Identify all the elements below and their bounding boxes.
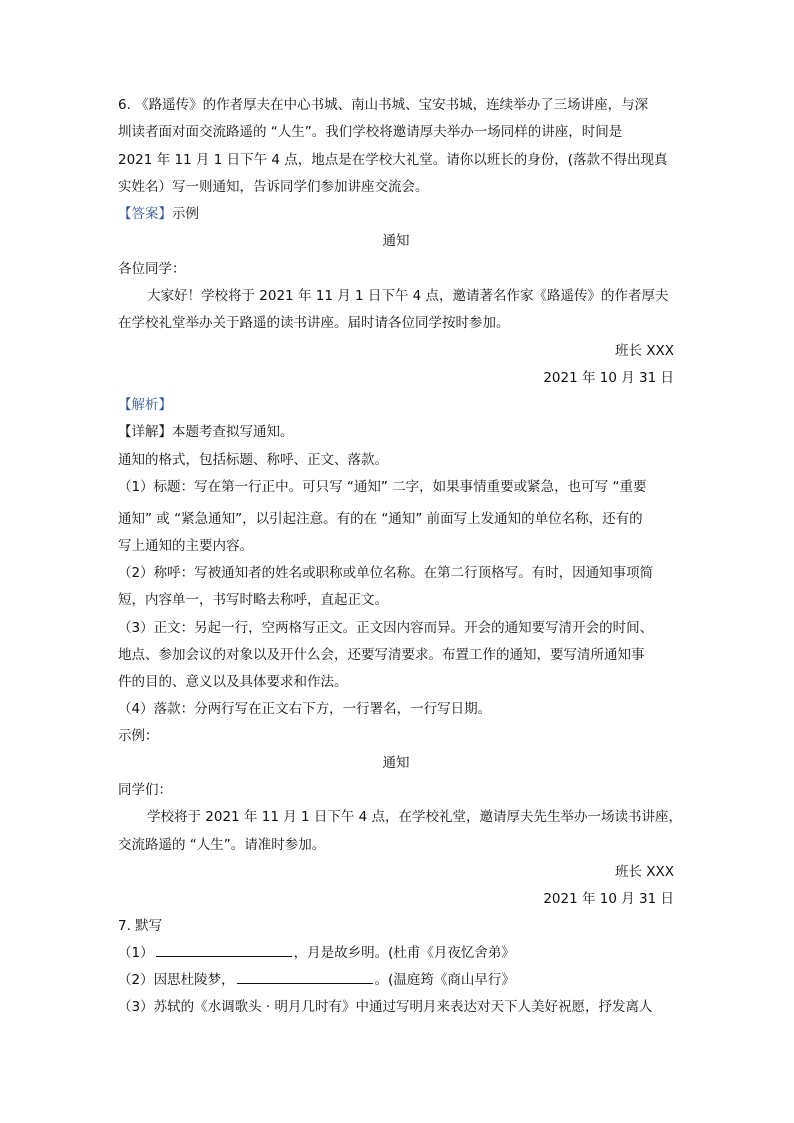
q6-line: 实姓名）写一则通知，告诉同学们参加讲座交流会。 xyxy=(118,179,429,195)
detail-line: 【详解】本题考查拟写通知。 xyxy=(118,424,294,440)
q7-item-prefix: （2）因思杜陵梦， xyxy=(118,972,235,988)
notice-date: 2021 年 10 月 31 日 xyxy=(543,370,674,386)
detail-line: 件的目的、意义以及具体要求和作法。 xyxy=(118,674,348,690)
analysis-tag: 【解析】 xyxy=(118,397,172,413)
notice-signer: 班长 XXX xyxy=(614,343,674,359)
q7-item xyxy=(118,944,515,962)
q6-line: 6. 《路遥传》的作者厚夫在中心书城、南山书城、宝安书城，连续举办了三场讲座，与深 xyxy=(118,97,649,113)
notice-date: 2021 年 10 月 31 日 xyxy=(543,891,674,907)
q7-item-suffix: 。(温庭筠《商山早行》 xyxy=(374,972,515,988)
notice-title: 通知 xyxy=(382,233,410,249)
fill-in-blank[interactable] xyxy=(156,944,292,957)
q6-line: 2021 年 11 月 1 日下午 4 点，地点是在学校大礼堂。请你以班长的身份，(落款不得出现真 xyxy=(118,152,668,168)
detail-line: 短，内容单一，书写时略去称呼，直起正文。 xyxy=(118,592,388,608)
q7-item: （3）苏轼的《水调歌头 · 明月几时有》中通过写明月来表达对天下人美好祝愿，抒发离人 xyxy=(118,999,653,1015)
q7-item xyxy=(118,971,515,989)
notice-salutation: 各位同学： xyxy=(118,261,186,277)
q7-item-prefix: （1） xyxy=(118,945,154,961)
detail-line: 地点、参加会议的对象以及开什么会，还要写清要求。布置工作的通知，要写清所通知事 xyxy=(118,647,645,663)
notice-body-line: 交流路遥的 “人生”。请准时参加。 xyxy=(118,837,326,853)
q6-line: 圳读者面对面交流路遥的 “人生”。我们学校将邀请厚夫举办一场同样的讲座，时间是 xyxy=(118,124,623,140)
notice-signer: 班长 XXX xyxy=(614,864,674,880)
detail-line: 示例： xyxy=(118,728,159,744)
q7-item-suffix: ，月是故乡明。(杜甫《月夜忆舍弟》 xyxy=(293,945,515,961)
notice-body-line: 学校将于 2021 年 11 月 1 日下午 4 点，在学校礼堂，邀请厚夫先生举办一场读书讲座， xyxy=(147,809,683,825)
detail-line: 写上通知的主要内容。 xyxy=(118,538,253,554)
detail-line: （2）称呼：写被通知者的姓名或职称或单位名称。在第二行顶格写。有时，因通知事项简 xyxy=(118,565,654,581)
detail-line: 通知的格式，包括标题、称呼、正文、落款。 xyxy=(118,452,388,468)
answer-line xyxy=(118,205,199,223)
notice-salutation: 同学们： xyxy=(118,782,172,798)
notice-title: 通知 xyxy=(382,755,410,771)
answer-tag: 【答案】 xyxy=(118,206,172,222)
notice-body-line: 大家好！学校将于 2021 年 11 月 1 日下午 4 点，邀请著名作家《路遥传》的作者厚夫 xyxy=(147,288,669,304)
detail-line: （1）标题：写在第一行正中。可只写 “通知” 二字，如果事情重要或紧急，也可写 “重要 xyxy=(118,479,647,495)
detail-line: 通知” 或 “紧急通知”，以引起注意。有的在 “通知” 前面写上发通知的单位名称，还有的 xyxy=(118,511,643,527)
notice-body-line: 在学校礼堂举办关于路遥的读书讲座。届时请各位同学按时参加。 xyxy=(118,315,510,331)
answer-suffix: 示例 xyxy=(172,206,199,222)
detail-line: （3）正文：另起一行，空两格写正文。正文因内容而异。开会的通知要写清开会的时间、 xyxy=(118,620,654,636)
detail-line: （4）落款：分两行写在正文右下方，一行署名，一行写日期。 xyxy=(118,701,492,717)
fill-in-blank[interactable] xyxy=(237,971,373,984)
q7-heading: 7. 默写 xyxy=(118,918,163,934)
